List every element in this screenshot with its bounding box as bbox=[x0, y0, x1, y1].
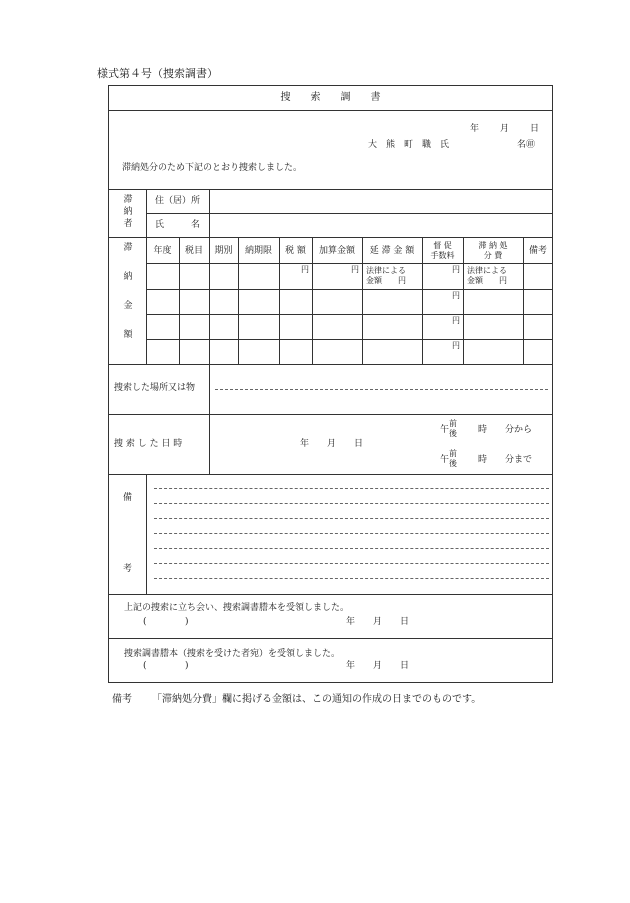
yen-unit: 円 bbox=[301, 265, 309, 274]
officer-label: 大 熊 町 職 氏 bbox=[368, 140, 450, 150]
header-disposal-cost-2: 分 費 bbox=[483, 251, 503, 260]
searched-place-field[interactable] bbox=[215, 389, 548, 390]
legal-amount-1: 法律による bbox=[366, 266, 406, 275]
remarks-line[interactable] bbox=[154, 563, 549, 564]
receipt-paren-close: ) bbox=[185, 661, 189, 671]
remarks-line[interactable] bbox=[154, 503, 549, 504]
divider bbox=[108, 594, 553, 595]
legal-amount-1: 法律による bbox=[467, 266, 507, 275]
footnote-text: 「滞納処分費」欄に掲げる金額は、この通知の作成の日までのものです。 bbox=[152, 694, 482, 705]
divider bbox=[108, 237, 553, 238]
divider bbox=[108, 638, 553, 639]
address-label: 住（居）所 bbox=[155, 196, 201, 206]
receipt-text: 捜索調書謄本（捜索を受けた者宛）を受領しました。 bbox=[124, 649, 341, 659]
header-due-date: 納期限 bbox=[244, 246, 272, 256]
divider bbox=[209, 414, 210, 474]
divider bbox=[108, 364, 553, 365]
yen-unit: 円 bbox=[452, 341, 460, 350]
header-remarks: 備考 bbox=[528, 246, 547, 256]
remarks-char-2: 考 bbox=[123, 564, 133, 574]
intro-text: 滞納処分のため下記のとおり捜索しました。 bbox=[122, 163, 303, 173]
name-field[interactable] bbox=[212, 216, 550, 235]
searched-place-label: 捜索した場所又は物 bbox=[114, 383, 196, 393]
header-fiscal-year: 年度 bbox=[153, 246, 172, 256]
date-day: 日 bbox=[530, 124, 540, 134]
divider bbox=[108, 474, 553, 475]
address-field[interactable] bbox=[212, 192, 550, 211]
am-marker: 前 bbox=[449, 419, 457, 428]
remarks-line[interactable] bbox=[154, 488, 549, 489]
header-dunning-fee-2: 手数料 bbox=[430, 251, 455, 260]
remarks-line[interactable] bbox=[154, 578, 549, 579]
divider bbox=[108, 110, 553, 111]
remarks-line[interactable] bbox=[154, 548, 549, 549]
legal-amount-2: 金額 円 bbox=[467, 276, 507, 285]
search-date: 年 月 日 bbox=[300, 439, 364, 449]
header-dunning-fee-1: 督 促 bbox=[433, 241, 452, 250]
ampm-prefix: 午 bbox=[440, 425, 450, 435]
remarks-line[interactable] bbox=[154, 518, 549, 519]
divider bbox=[108, 189, 553, 190]
yen-unit: 円 bbox=[351, 265, 359, 274]
header-tax-amount: 税 額 bbox=[285, 246, 306, 256]
search-datetime-label: 捜 索 し た 日 時 bbox=[114, 439, 183, 449]
remarks-char-1: 備 bbox=[123, 493, 133, 503]
ampm-prefix: 午 bbox=[440, 455, 450, 465]
amount-label: 滞 納 金 額 bbox=[123, 243, 133, 340]
form-number: 様式第４号（捜索調書） bbox=[97, 67, 218, 80]
yen-unit: 円 bbox=[452, 291, 460, 300]
witness-paren-open: ( bbox=[143, 617, 147, 627]
divider bbox=[146, 213, 553, 214]
witness-text: 上記の捜索に立ち会い、捜索調書謄本を受領しました。 bbox=[124, 603, 350, 613]
yen-unit: 円 bbox=[452, 265, 460, 274]
delinquent-label: 滞 納 者 bbox=[123, 195, 133, 229]
header-delinquency-charge: 延 滞 金 額 bbox=[369, 246, 415, 256]
divider bbox=[209, 364, 210, 414]
date-year: 年 bbox=[470, 124, 480, 134]
date-month: 月 bbox=[500, 124, 510, 134]
header-additional-tax: 加算金額 bbox=[318, 246, 355, 256]
divider bbox=[108, 414, 553, 415]
time-from: 時 分から bbox=[478, 425, 533, 435]
divider bbox=[146, 263, 553, 264]
divider bbox=[146, 289, 553, 290]
yen-unit: 円 bbox=[452, 316, 460, 325]
am-marker: 前 bbox=[449, 449, 457, 458]
name-label: 氏 名 bbox=[155, 220, 201, 230]
header-disposal-cost-1: 滞 納 処 bbox=[478, 241, 508, 250]
divider bbox=[146, 314, 553, 315]
header-period: 期別 bbox=[214, 246, 233, 256]
header-tax-item: 税目 bbox=[184, 246, 203, 256]
witness-paren-close: ) bbox=[185, 617, 189, 627]
pm-marker: 後 bbox=[449, 429, 457, 438]
remarks-line[interactable] bbox=[154, 533, 549, 534]
witness-date: 年 月 日 bbox=[346, 617, 410, 627]
receipt-date: 年 月 日 bbox=[346, 661, 410, 671]
pm-marker: 後 bbox=[449, 459, 457, 468]
divider bbox=[146, 474, 147, 594]
officer-seal: 名㊞ bbox=[517, 140, 536, 150]
divider bbox=[146, 339, 553, 340]
footnote-label: 備考 bbox=[112, 694, 132, 705]
time-to: 時 分まで bbox=[478, 455, 533, 465]
legal-amount-2: 金額 円 bbox=[366, 276, 406, 285]
receipt-paren-open: ( bbox=[143, 661, 147, 671]
form-title: 捜 索 調 書 bbox=[280, 92, 381, 103]
